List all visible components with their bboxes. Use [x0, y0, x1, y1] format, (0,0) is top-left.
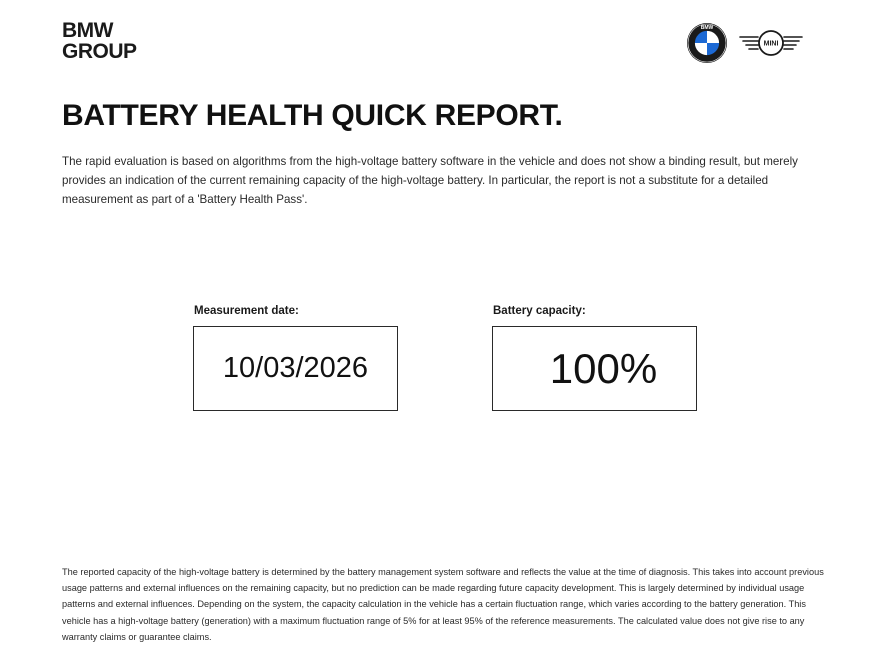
bmw-logo-text: BMW — [700, 25, 714, 31]
report-title: BATTERY HEALTH QUICK REPORT. — [62, 99, 563, 132]
intro-paragraph: The rapid evaluation is based on algorithms from the high-voltage battery software in the vehicle and does not show a binding result, but merely provides an indication of the current remaining capacity of the high-voltage battery. In particular, the report is not a substitute for a detailed measurement as part of a 'Battery Health Pass'. — [62, 155, 798, 206]
mini-wings-icon — [738, 28, 804, 58]
measurement-date-label: Measurement date: — [194, 305, 299, 317]
measurement-date-value — [193, 326, 398, 411]
battery-capacity-text: 100% — [549, 344, 658, 392]
battery-capacity-value — [492, 326, 697, 411]
battery-capacity-label: Battery capacity: — [493, 305, 586, 317]
bmw-group-wordmark — [62, 20, 137, 62]
measurement-date-text: 10/03/2026 — [222, 352, 369, 384]
bmw-roundel-icon — [686, 22, 728, 64]
disclaimer-footnote: The reported capacity of the high-voltage battery is determined by the battery management system software and reflects the value at the time of diagnosis. This takes into account previous usage patterns and external influences on the remaining capacity, but no prediction can be made regarding future capacity development. This is largely determined by individual usage patterns and external influences. Depending on the system, the capacity calculation in the vehicle has a certain fluctuation range, which varies according to the battery generation. This vehicle has a high-voltage battery (generation) with a maximum fluctuation range of 5% for at least 95% of the reference measurements. The calculated value does not give rise to any warranty claims or guarantee claims. — [62, 567, 824, 642]
brand-line-1: BMW — [62, 19, 113, 42]
mini-logo-text: MINI — [763, 40, 779, 48]
brand-line-2: GROUP — [62, 40, 137, 63]
